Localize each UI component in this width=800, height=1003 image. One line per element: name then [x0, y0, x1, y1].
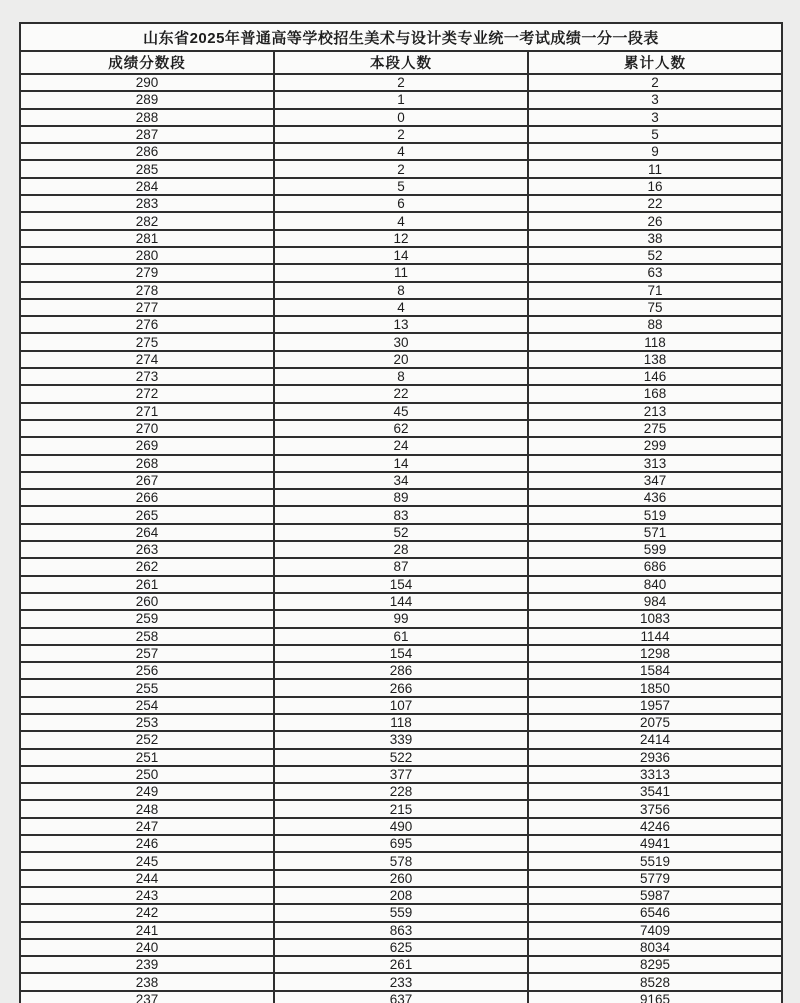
cumulative-count-cell: 22	[528, 195, 782, 212]
segment-count-cell: 286	[274, 662, 528, 679]
score-range-cell: 241	[20, 922, 274, 939]
segment-count-cell: 215	[274, 800, 528, 817]
table-row	[20, 991, 782, 1003]
segment-count-cell: 154	[274, 645, 528, 662]
segment-count-cell: 34	[274, 472, 528, 489]
table-row	[20, 351, 782, 368]
segment-count-cell: 89	[274, 489, 528, 506]
table-row	[20, 645, 782, 662]
segment-count-cell: 490	[274, 818, 528, 835]
segment-count-cell: 14	[274, 247, 528, 264]
score-range-cell: 242	[20, 904, 274, 921]
cumulative-count-cell: 5	[528, 126, 782, 143]
cumulative-count-cell: 686	[528, 558, 782, 575]
cumulative-count-cell: 4246	[528, 818, 782, 835]
segment-count-cell: 62	[274, 420, 528, 437]
cumulative-count-cell: 26	[528, 212, 782, 229]
score-range-cell: 275	[20, 333, 274, 350]
cumulative-count-cell: 5987	[528, 887, 782, 904]
table-row	[20, 74, 782, 91]
segment-count-cell: 228	[274, 783, 528, 800]
table-row	[20, 939, 782, 956]
cumulative-count-cell: 71	[528, 282, 782, 299]
score-range-cell: 282	[20, 212, 274, 229]
table-row	[20, 212, 782, 229]
cumulative-count-cell: 3	[528, 109, 782, 126]
score-range-cell: 278	[20, 282, 274, 299]
score-range-cell: 270	[20, 420, 274, 437]
cumulative-count-cell: 9	[528, 143, 782, 160]
score-range-cell: 287	[20, 126, 274, 143]
segment-count-cell: 625	[274, 939, 528, 956]
cumulative-count-cell: 571	[528, 524, 782, 541]
segment-count-cell: 208	[274, 887, 528, 904]
segment-count-cell: 30	[274, 333, 528, 350]
cumulative-count-cell: 519	[528, 506, 782, 523]
table-row	[20, 922, 782, 939]
score-distribution-table	[19, 22, 783, 1003]
table-row	[20, 160, 782, 177]
segment-count-cell: 154	[274, 576, 528, 593]
cumulative-count-cell: 3756	[528, 800, 782, 817]
cumulative-count-cell: 5519	[528, 852, 782, 869]
table-row	[20, 766, 782, 783]
cumulative-count-cell: 1584	[528, 662, 782, 679]
score-range-cell: 276	[20, 316, 274, 333]
segment-count-cell: 266	[274, 679, 528, 696]
segment-count-cell: 13	[274, 316, 528, 333]
column-header-cumulative-count: 累计人数	[528, 51, 782, 74]
cumulative-count-cell: 75	[528, 299, 782, 316]
score-range-cell: 243	[20, 887, 274, 904]
score-range-cell: 265	[20, 506, 274, 523]
cumulative-count-cell: 313	[528, 455, 782, 472]
table-row	[20, 178, 782, 195]
score-range-cell: 264	[20, 524, 274, 541]
segment-count-cell: 377	[274, 766, 528, 783]
segment-count-cell: 2	[274, 126, 528, 143]
cumulative-count-cell: 11	[528, 160, 782, 177]
score-range-cell: 289	[20, 91, 274, 108]
cumulative-count-cell: 2414	[528, 731, 782, 748]
segment-count-cell: 8	[274, 282, 528, 299]
table-row	[20, 385, 782, 402]
segment-count-cell: 24	[274, 437, 528, 454]
cumulative-count-cell: 5779	[528, 870, 782, 887]
segment-count-cell: 260	[274, 870, 528, 887]
cumulative-count-cell: 8295	[528, 956, 782, 973]
table-row	[20, 679, 782, 696]
segment-count-cell: 695	[274, 835, 528, 852]
segment-count-cell: 22	[274, 385, 528, 402]
score-range-cell: 240	[20, 939, 274, 956]
score-range-cell: 239	[20, 956, 274, 973]
segment-count-cell: 118	[274, 714, 528, 731]
cumulative-count-cell: 9165	[528, 991, 782, 1003]
table-row	[20, 593, 782, 610]
segment-count-cell: 559	[274, 904, 528, 921]
table-row	[20, 299, 782, 316]
segment-count-cell: 14	[274, 455, 528, 472]
cumulative-count-cell: 347	[528, 472, 782, 489]
segment-count-cell: 28	[274, 541, 528, 558]
cumulative-count-cell: 118	[528, 333, 782, 350]
cumulative-count-cell: 299	[528, 437, 782, 454]
segment-count-cell: 637	[274, 991, 528, 1003]
score-range-cell: 272	[20, 385, 274, 402]
score-range-cell: 266	[20, 489, 274, 506]
score-range-cell: 247	[20, 818, 274, 835]
score-range-cell: 237	[20, 991, 274, 1003]
segment-count-cell: 99	[274, 610, 528, 627]
score-range-cell: 273	[20, 368, 274, 385]
score-range-cell: 238	[20, 973, 274, 990]
cumulative-count-cell: 1298	[528, 645, 782, 662]
cumulative-count-cell: 168	[528, 385, 782, 402]
segment-count-cell: 5	[274, 178, 528, 195]
table-row	[20, 610, 782, 627]
score-range-cell: 244	[20, 870, 274, 887]
cumulative-count-cell: 7409	[528, 922, 782, 939]
cumulative-count-cell: 1083	[528, 610, 782, 627]
score-range-cell: 248	[20, 800, 274, 817]
cumulative-count-cell: 1957	[528, 697, 782, 714]
segment-count-cell: 6	[274, 195, 528, 212]
table-title: 山东省2025年普通高等学校招生美术与设计类专业统一考试成绩一分一段表	[20, 23, 782, 51]
table-row	[20, 662, 782, 679]
score-range-cell: 245	[20, 852, 274, 869]
cumulative-count-cell: 2075	[528, 714, 782, 731]
segment-count-cell: 144	[274, 593, 528, 610]
cumulative-count-cell: 146	[528, 368, 782, 385]
table-header-row	[20, 51, 782, 74]
cumulative-count-cell: 213	[528, 403, 782, 420]
score-range-cell: 268	[20, 455, 274, 472]
score-range-cell: 274	[20, 351, 274, 368]
segment-count-cell: 233	[274, 973, 528, 990]
table-row	[20, 506, 782, 523]
table-row	[20, 887, 782, 904]
cumulative-count-cell: 88	[528, 316, 782, 333]
cumulative-count-cell: 599	[528, 541, 782, 558]
table-row	[20, 714, 782, 731]
score-range-cell: 283	[20, 195, 274, 212]
score-range-cell: 249	[20, 783, 274, 800]
table-row	[20, 852, 782, 869]
table-row	[20, 628, 782, 645]
segment-count-cell: 107	[274, 697, 528, 714]
table-row	[20, 800, 782, 817]
cumulative-count-cell: 138	[528, 351, 782, 368]
score-range-cell: 246	[20, 835, 274, 852]
table-row	[20, 282, 782, 299]
table-row	[20, 437, 782, 454]
column-header-score-range: 成绩分数段	[20, 51, 274, 74]
cumulative-count-cell: 2936	[528, 749, 782, 766]
segment-count-cell: 863	[274, 922, 528, 939]
table-row	[20, 109, 782, 126]
table-row	[20, 576, 782, 593]
cumulative-count-cell: 984	[528, 593, 782, 610]
score-range-cell: 253	[20, 714, 274, 731]
score-range-cell: 269	[20, 437, 274, 454]
cumulative-count-cell: 8528	[528, 973, 782, 990]
cumulative-count-cell: 3313	[528, 766, 782, 783]
score-range-cell: 257	[20, 645, 274, 662]
cumulative-count-cell: 3541	[528, 783, 782, 800]
score-range-cell: 288	[20, 109, 274, 126]
table-row	[20, 558, 782, 575]
score-range-cell: 256	[20, 662, 274, 679]
segment-count-cell: 339	[274, 731, 528, 748]
score-range-cell: 252	[20, 731, 274, 748]
score-range-cell: 290	[20, 74, 274, 91]
cumulative-count-cell: 52	[528, 247, 782, 264]
column-header-segment-count: 本段人数	[274, 51, 528, 74]
score-range-cell: 281	[20, 230, 274, 247]
cumulative-count-cell: 8034	[528, 939, 782, 956]
table-row	[20, 783, 782, 800]
segment-count-cell: 12	[274, 230, 528, 247]
segment-count-cell: 0	[274, 109, 528, 126]
table-row	[20, 904, 782, 921]
segment-count-cell: 61	[274, 628, 528, 645]
table-row	[20, 195, 782, 212]
score-range-cell: 285	[20, 160, 274, 177]
segment-count-cell: 20	[274, 351, 528, 368]
table-row	[20, 420, 782, 437]
cumulative-count-cell: 6546	[528, 904, 782, 921]
table-row	[20, 316, 782, 333]
table-row	[20, 333, 782, 350]
score-range-cell: 284	[20, 178, 274, 195]
segment-count-cell: 4	[274, 299, 528, 316]
segment-count-cell: 261	[274, 956, 528, 973]
table-row	[20, 524, 782, 541]
score-range-cell: 251	[20, 749, 274, 766]
cumulative-count-cell: 275	[528, 420, 782, 437]
table-row	[20, 264, 782, 281]
segment-count-cell: 83	[274, 506, 528, 523]
score-range-cell: 277	[20, 299, 274, 316]
table-head	[20, 23, 782, 74]
cumulative-count-cell: 38	[528, 230, 782, 247]
table-row	[20, 247, 782, 264]
segment-count-cell: 4	[274, 143, 528, 160]
segment-count-cell: 87	[274, 558, 528, 575]
score-range-cell: 286	[20, 143, 274, 160]
score-range-cell: 267	[20, 472, 274, 489]
cumulative-count-cell: 4941	[528, 835, 782, 852]
score-range-cell: 263	[20, 541, 274, 558]
cumulative-count-cell: 1144	[528, 628, 782, 645]
cumulative-count-cell: 840	[528, 576, 782, 593]
segment-count-cell: 4	[274, 212, 528, 229]
segment-count-cell: 2	[274, 74, 528, 91]
segment-count-cell: 522	[274, 749, 528, 766]
score-range-cell: 271	[20, 403, 274, 420]
score-range-cell: 260	[20, 593, 274, 610]
cumulative-count-cell: 3	[528, 91, 782, 108]
table-row	[20, 973, 782, 990]
cumulative-count-cell: 436	[528, 489, 782, 506]
segment-count-cell: 2	[274, 160, 528, 177]
table-row	[20, 455, 782, 472]
score-range-cell: 262	[20, 558, 274, 575]
table-row	[20, 230, 782, 247]
cumulative-count-cell: 16	[528, 178, 782, 195]
cumulative-count-cell: 1850	[528, 679, 782, 696]
table-row	[20, 143, 782, 160]
segment-count-cell: 8	[274, 368, 528, 385]
table-row	[20, 368, 782, 385]
segment-count-cell: 45	[274, 403, 528, 420]
table-row	[20, 956, 782, 973]
table-row	[20, 697, 782, 714]
score-range-cell: 279	[20, 264, 274, 281]
cumulative-count-cell: 63	[528, 264, 782, 281]
score-range-cell: 258	[20, 628, 274, 645]
table-row	[20, 818, 782, 835]
table-row	[20, 731, 782, 748]
table-row	[20, 541, 782, 558]
segment-count-cell: 11	[274, 264, 528, 281]
table-row	[20, 870, 782, 887]
table-row	[20, 472, 782, 489]
table-row	[20, 403, 782, 420]
score-range-cell: 280	[20, 247, 274, 264]
score-range-cell: 259	[20, 610, 274, 627]
cumulative-count-cell: 2	[528, 74, 782, 91]
table-row	[20, 91, 782, 108]
segment-count-cell: 1	[274, 91, 528, 108]
segment-count-cell: 578	[274, 852, 528, 869]
score-range-cell: 261	[20, 576, 274, 593]
table-row	[20, 489, 782, 506]
segment-count-cell: 52	[274, 524, 528, 541]
table-title-row	[20, 23, 782, 51]
table-row	[20, 835, 782, 852]
table-row	[20, 126, 782, 143]
score-range-cell: 255	[20, 679, 274, 696]
score-range-cell: 250	[20, 766, 274, 783]
table-body	[20, 74, 782, 1003]
score-range-cell: 254	[20, 697, 274, 714]
table-row	[20, 749, 782, 766]
